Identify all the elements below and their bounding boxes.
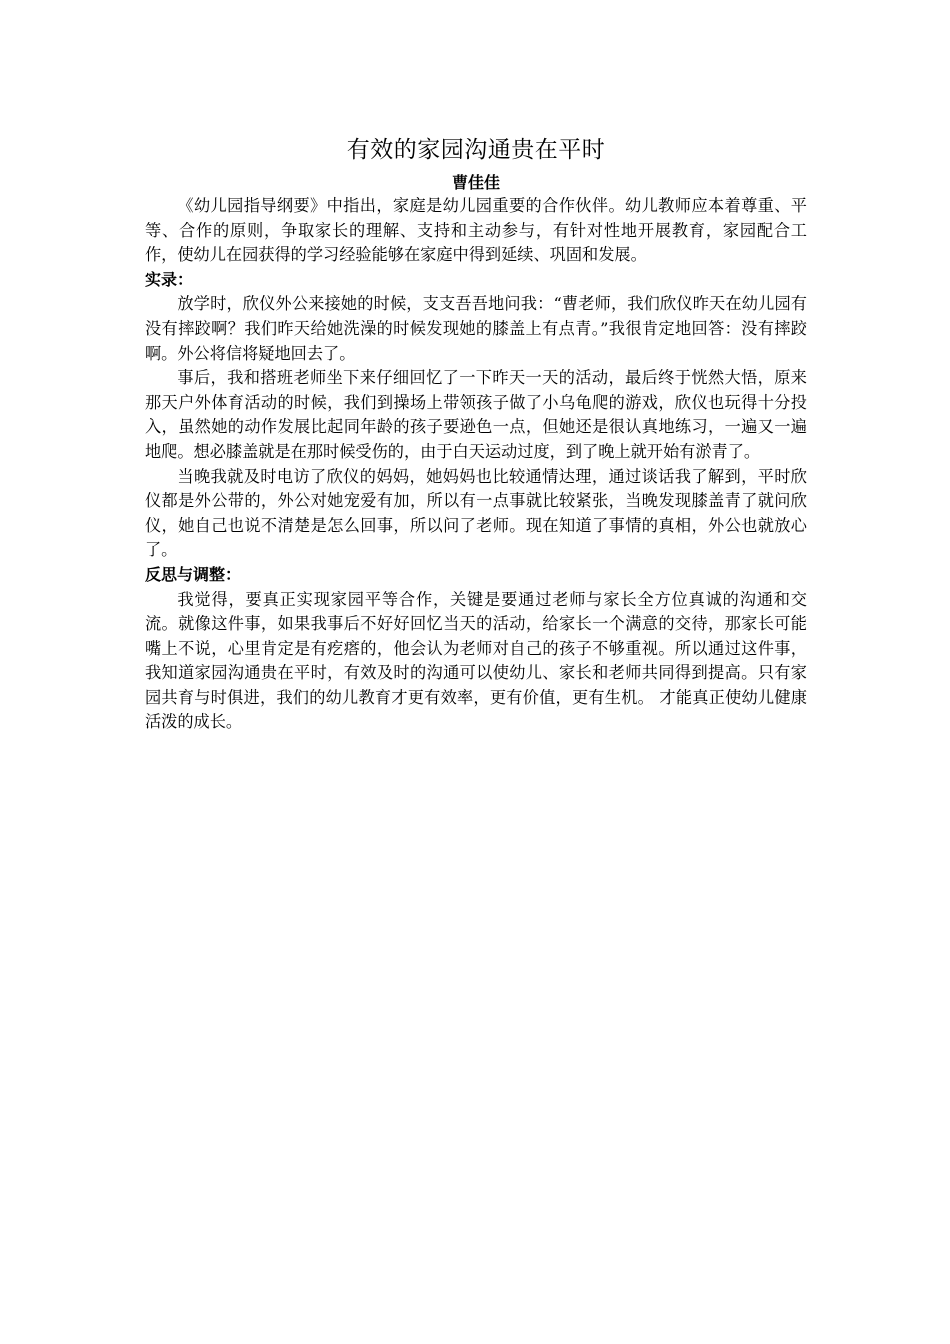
- record-paragraph-3: 当晚我就及时电访了欣仪的妈妈，她妈妈也比较通情达理，通过谈话我了解到，平时欣仪都是外公带的，外公对她宠爱有加，所以有一点事就比较紧张，当晚发现膝盖青了就问欣仪，她自己也说不清楚是怎么回事，所以问了老师。现在知道了事情的真相，外公也就放心了。: [145, 466, 807, 560]
- document-title: 有效的家园沟通贵在平时: [346, 137, 606, 163]
- record-heading: 实录：: [145, 269, 194, 289]
- intro-paragraph: 《幼儿园指导纲要》中指出，家庭是幼儿园重要的合作伙伴。幼儿教师应本着尊重、平等、合作的原则，争取家长的理解、支持和主动参与，有针对性地开展教育，家园配合工作，使幼儿在园获得的学习经验能够在家庭中得到延续、巩固和发展。: [145, 196, 807, 265]
- record-paragraph-2: 事后，我和搭班老师坐下来仔细回忆了一下昨天一天的活动，最后终于恍然大悟，原来那天户外体育活动的时候，我们到操场上带领孩子做了小乌龟爬的游戏，欣仪也玩得十分投入，虽然她的动作发展比起同年龄的孩子要逊色一点，但她还是很认真地练习，一遍又一遍地爬。想必膝盖就是在那时候受伤的，由于白天运动过度，到了晚上就开始有淤青了。: [145, 368, 807, 461]
- author-name: 曹佳佳: [451, 173, 500, 192]
- reflection-heading: 反思与调整：: [145, 564, 242, 584]
- document-body: [145, 132, 807, 735]
- reflection-paragraph: 我觉得，要真正实现家园平等合作，关键是要通过老师与家长全方位真诚的沟通和交流。就像这件事，如果我事后不好好回忆当天的活动，给家长一个满意的交待，那家长可能嘴上不说，心里肯定是有疙瘩的，他会认为老师对自己的孩子不够重视。所以通过这件事，我知道家园沟通贵在平时，有效及时的沟通可以使幼儿、家长和老师共同得到提高。只有家园共育与时俱进，我们的幼儿教育才更有效率，更有价值，更有生机。 才能真正使幼儿健康活泼的成长。: [145, 589, 807, 732]
- record-paragraph-1: 放学时，欣仪外公来接她的时候，支支吾吾地问我：“曹老师，我们欣仪昨天在幼儿园有没有摔跤啊？我们昨天给她洗澡的时候发现她的膝盖上有点青。”我很肯定地回答：没有摔跤啊。外公将信将疑地回去了。: [145, 294, 807, 363]
